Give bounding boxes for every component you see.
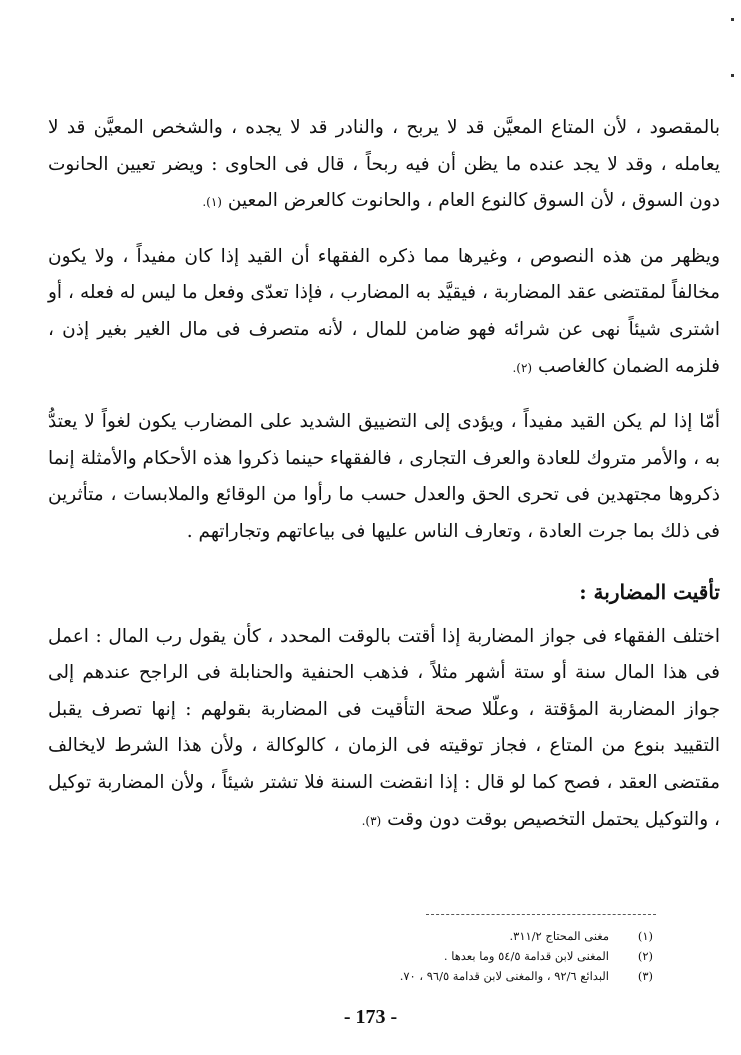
- paragraph-text: ويظهر من هذه النصوص ، وغيرها مما ذكره الفقهاء أن القيد إذا كان مفيداً ، ولا يكون مخالفاً لمقتضى عقد المضاربة ، فيقيَّد به المضارب ، فإذا تعدّى وفعل ما ليس له فعله ، أو اشترى شيئاً نهى عن شرائه فهو ضامن للمال ، لأنه متصرف فى مال الغير بغير إذن ، فلزمه الضمان كالغاصب: [48, 245, 720, 377]
- page-number: - 173 -: [343, 1006, 398, 1028]
- scan-mark: [731, 18, 734, 21]
- paragraph: [48, 239, 720, 386]
- footnote: [93, 926, 653, 946]
- page-body: [48, 110, 720, 839]
- footnote-text: المغنى لابن قدامة ٥٤/٥ وما بعدها .: [443, 949, 609, 963]
- footnote-ref: (٣).: [361, 813, 382, 828]
- footnote-number: (٣): [637, 969, 653, 983]
- footnotes: [93, 926, 653, 986]
- footnote-number: (٢): [637, 949, 653, 963]
- footnote-text: البدائع ٩٢/٦ ، والمغنى لابن قدامة ٩٦/٥ ، ٧٠.: [399, 969, 609, 983]
- footnote-ref: (١).: [202, 195, 222, 210]
- footnote-ref: (٢).: [512, 360, 533, 375]
- paragraph: [48, 110, 720, 221]
- scan-mark: [731, 74, 734, 77]
- footnote: [93, 966, 653, 986]
- paragraph: [48, 404, 720, 550]
- footnote-text: مغنى المحتاج ٣١١/٢.: [509, 929, 609, 943]
- paragraph-text: اختلف الفقهاء فى جواز المضاربة إذا أقتت بالوقت المحدد ، كأن يقول رب المال : اعمل فى هذا المال سنة أو ستة أشهر مثلاً ، فذهب الحنفية والحنابلة فى الراجح عندهم إلى جواز المضاربة المؤقتة ، وعلّلا صحة التأقيت فى المضاربة بقولهم : إنها تصرف يقبل التقييد بنوع من المتاع ، فجاز توقيته فى الزمان ، كالوكالة ، ولأن هذا الشرط لايخالف مقتضى العقد ، فصح كما لو قال : إذا انقضت السنة فلا تشتر شيئاً ، ولأن المضاربة توكيل ، والتوكيل يحتمل التخصيص بوقت دون وقت: [48, 625, 720, 830]
- footnote: [93, 946, 653, 966]
- paragraph-text: أمّا إذا لم يكن القيد مفيداً ، ويؤدى إلى التضييق الشديد على المضارب يكون لغواً لا يعتدُّ به ، والأمر متروك للعادة والعرف التجارى ، فالفقهاء حينما ذكروا هذه الأحكام والأمثلة إنما ذكروها مجتهدين فى تحرى الحق والعدل حسب ما رأوا من الوقائع والملابسات ، متأثرين فى ذلك بما جرت العادة ، وتعارف الناس عليها فى بياعاتهم وتجاراتهم .: [48, 411, 720, 542]
- paragraph: [48, 619, 720, 840]
- footnote-number: (١): [637, 929, 653, 943]
- section-heading: تأقيت المضاربة :: [579, 579, 720, 604]
- paragraph-text: بالمقصود ، لأن المتاع المعيَّن قد لا يربح ، والنادر قد لا يجده ، والشخص المعيَّن قد لا يعامله ، وقد لا يجد عنده ما يظن أن فيه ربحاً ، قال فى الحاوى : ويضر تعيين الحانوت دون السوق ، لأن السوق كالنوع العام ، والحانوت كالعرض المعين: [48, 117, 720, 212]
- footnote-separator: [426, 914, 656, 915]
